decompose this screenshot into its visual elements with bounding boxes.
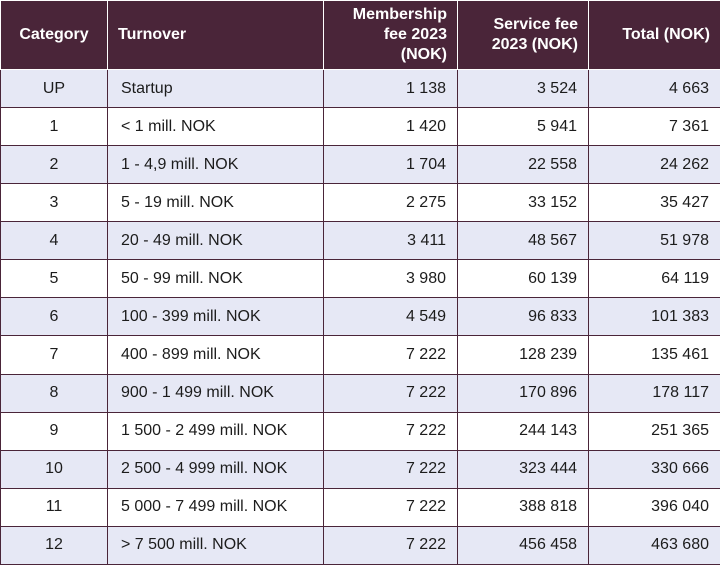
cell-membership-fee: 7 222 bbox=[324, 374, 458, 412]
cell-category: 8 bbox=[1, 374, 108, 412]
cell-category: 1 bbox=[1, 108, 108, 146]
cell-total: 7 361 bbox=[589, 108, 720, 146]
cell-turnover: 1 500 - 2 499 mill. NOK bbox=[108, 412, 324, 450]
cell-membership-fee: 1 420 bbox=[324, 108, 458, 146]
cell-turnover: < 1 mill. NOK bbox=[108, 108, 324, 146]
cell-total: 24 262 bbox=[589, 146, 720, 184]
table-row bbox=[1, 260, 720, 298]
table-row bbox=[1, 298, 720, 336]
table-row bbox=[1, 222, 720, 260]
cell-total: 463 680 bbox=[589, 526, 720, 564]
table-header bbox=[1, 1, 720, 70]
header-total: Total (NOK) bbox=[589, 1, 720, 70]
cell-category: 5 bbox=[1, 260, 108, 298]
cell-membership-fee: 7 222 bbox=[324, 526, 458, 564]
cell-service-fee: 388 818 bbox=[458, 488, 589, 526]
cell-category: 12 bbox=[1, 526, 108, 564]
cell-total: 64 119 bbox=[589, 260, 720, 298]
cell-total: 396 040 bbox=[589, 488, 720, 526]
cell-category: 3 bbox=[1, 184, 108, 222]
cell-membership-fee: 2 275 bbox=[324, 184, 458, 222]
header-turnover: Turnover bbox=[108, 1, 324, 70]
cell-membership-fee: 1 704 bbox=[324, 146, 458, 184]
cell-category: 10 bbox=[1, 450, 108, 488]
cell-service-fee: 60 139 bbox=[458, 260, 589, 298]
table-row bbox=[1, 336, 720, 374]
cell-turnover: 900 - 1 499 mill. NOK bbox=[108, 374, 324, 412]
cell-total: 330 666 bbox=[589, 450, 720, 488]
table-body bbox=[1, 70, 720, 565]
cell-membership-fee: 1 138 bbox=[324, 70, 458, 108]
table-row bbox=[1, 184, 720, 222]
cell-category: 4 bbox=[1, 222, 108, 260]
cell-category: 7 bbox=[1, 336, 108, 374]
cell-turnover: 400 - 899 mill. NOK bbox=[108, 336, 324, 374]
cell-service-fee: 456 458 bbox=[458, 526, 589, 564]
table-row bbox=[1, 70, 720, 108]
cell-turnover: 2 500 - 4 999 mill. NOK bbox=[108, 450, 324, 488]
cell-membership-fee: 3 411 bbox=[324, 222, 458, 260]
table-row bbox=[1, 526, 720, 564]
cell-membership-fee: 7 222 bbox=[324, 488, 458, 526]
header-membership-fee: Membership fee 2023 (NOK) bbox=[324, 1, 458, 70]
cell-category: 6 bbox=[1, 298, 108, 336]
cell-membership-fee: 7 222 bbox=[324, 412, 458, 450]
cell-turnover: Startup bbox=[108, 70, 324, 108]
cell-category: UP bbox=[1, 70, 108, 108]
cell-service-fee: 33 152 bbox=[458, 184, 589, 222]
cell-service-fee: 5 941 bbox=[458, 108, 589, 146]
cell-total: 101 383 bbox=[589, 298, 720, 336]
cell-turnover: 5 - 19 mill. NOK bbox=[108, 184, 324, 222]
cell-service-fee: 3 524 bbox=[458, 70, 589, 108]
cell-membership-fee: 3 980 bbox=[324, 260, 458, 298]
cell-turnover: 1 - 4,9 mill. NOK bbox=[108, 146, 324, 184]
cell-service-fee: 128 239 bbox=[458, 336, 589, 374]
table-row bbox=[1, 146, 720, 184]
cell-turnover: 20 - 49 mill. NOK bbox=[108, 222, 324, 260]
cell-total: 135 461 bbox=[589, 336, 720, 374]
table-row bbox=[1, 412, 720, 450]
cell-turnover: > 7 500 mill. NOK bbox=[108, 526, 324, 564]
table-row bbox=[1, 374, 720, 412]
cell-total: 251 365 bbox=[589, 412, 720, 450]
cell-service-fee: 22 558 bbox=[458, 146, 589, 184]
cell-turnover: 50 - 99 mill. NOK bbox=[108, 260, 324, 298]
cell-membership-fee: 7 222 bbox=[324, 336, 458, 374]
cell-turnover: 5 000 - 7 499 mill. NOK bbox=[108, 488, 324, 526]
table-row bbox=[1, 488, 720, 526]
table-row bbox=[1, 450, 720, 488]
cell-total: 178 117 bbox=[589, 374, 720, 412]
header-service-fee: Service fee 2023 (NOK) bbox=[458, 1, 589, 70]
table-row bbox=[1, 108, 720, 146]
cell-category: 11 bbox=[1, 488, 108, 526]
cell-total: 4 663 bbox=[589, 70, 720, 108]
cell-total: 35 427 bbox=[589, 184, 720, 222]
cell-turnover: 100 - 399 mill. NOK bbox=[108, 298, 324, 336]
header-row bbox=[1, 1, 720, 70]
cell-category: 2 bbox=[1, 146, 108, 184]
cell-membership-fee: 4 549 bbox=[324, 298, 458, 336]
cell-membership-fee: 7 222 bbox=[324, 450, 458, 488]
cell-service-fee: 323 444 bbox=[458, 450, 589, 488]
cell-service-fee: 48 567 bbox=[458, 222, 589, 260]
header-category: Category bbox=[1, 1, 108, 70]
cell-service-fee: 244 143 bbox=[458, 412, 589, 450]
cell-service-fee: 96 833 bbox=[458, 298, 589, 336]
cell-total: 51 978 bbox=[589, 222, 720, 260]
cell-service-fee: 170 896 bbox=[458, 374, 589, 412]
cell-category: 9 bbox=[1, 412, 108, 450]
